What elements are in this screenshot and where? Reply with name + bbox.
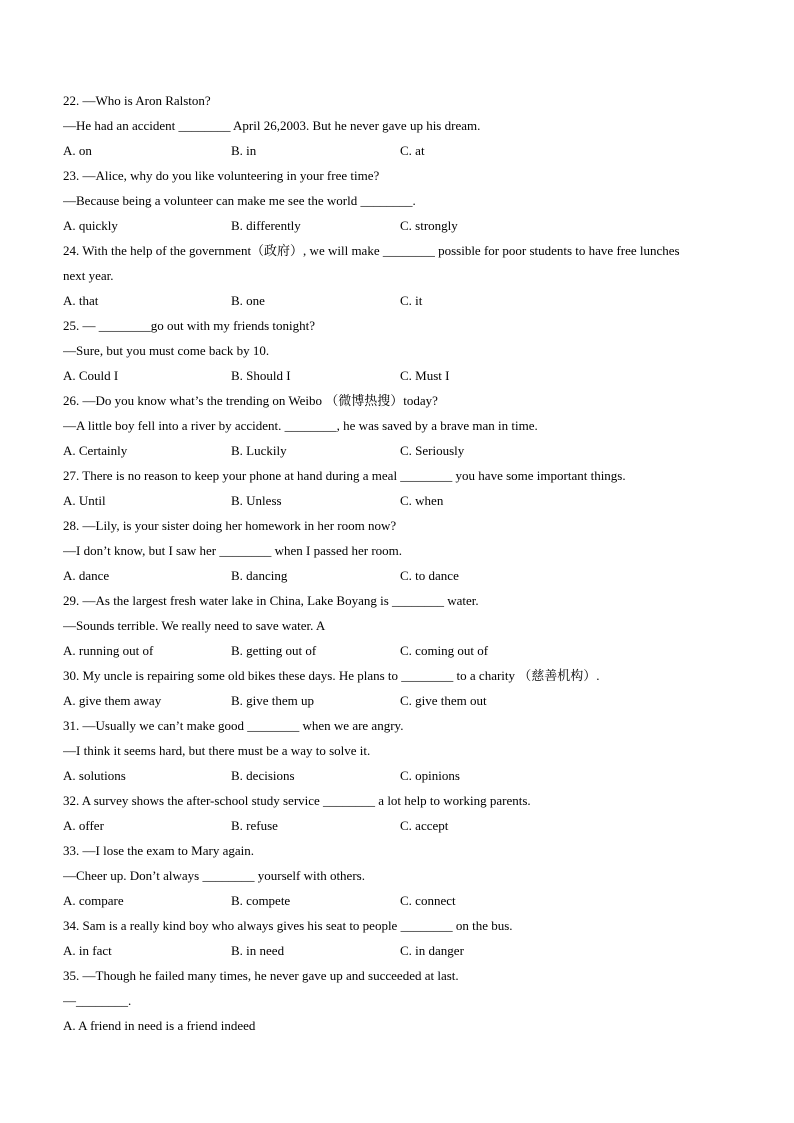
option-a: A. on bbox=[63, 143, 92, 158]
question-block bbox=[63, 238, 743, 313]
option-a: A. dance bbox=[63, 568, 110, 583]
question-stem: 28. —Lily, is your sister doing her homework in her room now? bbox=[63, 518, 397, 533]
option-c: C. at bbox=[400, 143, 425, 158]
question-line: —I don’t know, but I saw her ________ when I passed her room. bbox=[63, 543, 403, 558]
option-a: A. quickly bbox=[63, 218, 118, 233]
answer-options bbox=[63, 213, 743, 238]
question-stem: 33. —I lose the exam to Mary again. bbox=[63, 843, 254, 858]
option-b: B. one bbox=[231, 293, 265, 308]
answer-options bbox=[63, 288, 743, 313]
question-line: —I think it seems hard, but there must be a way to solve it. bbox=[63, 743, 371, 758]
question-stem: 29. —As the largest fresh water lake in China, Lake Boyang is ________ water. bbox=[63, 593, 479, 608]
question-block bbox=[63, 713, 743, 788]
option-b: B. refuse bbox=[231, 818, 278, 833]
option-a: A. A friend in need is a friend indeed bbox=[63, 1018, 256, 1033]
option-b: B. Luckily bbox=[231, 443, 287, 458]
question-line: —A little boy fell into a river by accident. ________, he was saved by a brave man in time. bbox=[63, 418, 538, 433]
question-stem: 30. My uncle is repairing some old bikes these days. He plans to ________ to a charity （慈善机构）. bbox=[63, 668, 600, 683]
question-stem: 23. —Alice, why do you like volunteering in your free time? bbox=[63, 168, 380, 183]
option-b: B. compete bbox=[231, 893, 291, 908]
option-b: B. decisions bbox=[231, 768, 295, 783]
option-c: C. it bbox=[400, 293, 423, 308]
answer-options bbox=[63, 638, 743, 663]
option-b: B. in bbox=[231, 143, 257, 158]
question-block bbox=[63, 463, 743, 513]
option-a: A. in fact bbox=[63, 943, 112, 958]
option-a: A. that bbox=[63, 293, 99, 308]
option-b: B. in need bbox=[231, 943, 285, 958]
option-c: C. strongly bbox=[400, 218, 458, 233]
question-line: next year. bbox=[63, 268, 114, 283]
question-block bbox=[63, 588, 743, 663]
question-block bbox=[63, 163, 743, 238]
answer-options bbox=[63, 563, 743, 588]
option-c: C. connect bbox=[400, 893, 456, 908]
option-c: C. Must I bbox=[400, 368, 450, 383]
question-line: —Sounds terrible. We really need to save water. A bbox=[63, 618, 326, 633]
option-a: A. Until bbox=[63, 493, 106, 508]
question-line: —Cheer up. Don’t always ________ yourself with others. bbox=[63, 868, 365, 883]
question-stem: 31. —Usually we can’t make good ________ when we are angry. bbox=[63, 718, 404, 733]
question-block bbox=[63, 663, 743, 713]
question-block bbox=[63, 513, 743, 588]
option-a: A. give them away bbox=[63, 693, 162, 708]
question-line: —He had an accident ________ April 26,2003. But he never gave up his dream. bbox=[63, 118, 481, 133]
answer-options bbox=[63, 138, 743, 163]
option-c: C. accept bbox=[400, 818, 449, 833]
question-block bbox=[63, 963, 743, 1038]
document-page bbox=[63, 88, 743, 1038]
option-b: B. Should I bbox=[231, 368, 291, 383]
question-block bbox=[63, 388, 743, 463]
question-block bbox=[63, 313, 743, 388]
option-a: A. running out of bbox=[63, 643, 154, 658]
option-b: B. give them up bbox=[231, 693, 315, 708]
answer-options bbox=[63, 938, 743, 963]
option-a: A. solutions bbox=[63, 768, 126, 783]
option-a: A. compare bbox=[63, 893, 124, 908]
option-b: B. dancing bbox=[231, 568, 288, 583]
option-c: C. coming out of bbox=[400, 643, 489, 658]
question-block bbox=[63, 913, 743, 963]
question-stem: 24. With the help of the government（政府）, we will make ________ possible for poor students to have free lunches bbox=[63, 243, 680, 258]
answer-options bbox=[63, 363, 743, 388]
option-c: C. in danger bbox=[400, 943, 464, 958]
question-stem: 27. There is no reason to keep your phone at hand during a meal ________ you have some important things. bbox=[63, 468, 626, 483]
question-stem: 34. Sam is a really kind boy who always gives his seat to people ________ on the bus. bbox=[63, 918, 513, 933]
question-line: —________. bbox=[63, 993, 132, 1008]
answer-options bbox=[63, 1013, 743, 1038]
option-b: B. Unless bbox=[231, 493, 282, 508]
answer-options bbox=[63, 763, 743, 788]
option-b: B. getting out of bbox=[231, 643, 317, 658]
option-c: C. Seriously bbox=[400, 443, 465, 458]
answer-options bbox=[63, 488, 743, 513]
answer-options bbox=[63, 688, 743, 713]
question-block bbox=[63, 838, 743, 913]
question-block bbox=[63, 88, 743, 163]
answer-options bbox=[63, 888, 743, 913]
option-b: B. differently bbox=[231, 218, 301, 233]
question-stem: 26. —Do you know what’s the trending on Weibo （微博热搜）today? bbox=[63, 393, 438, 408]
option-a: A. Could I bbox=[63, 368, 119, 383]
question-block bbox=[63, 788, 743, 838]
option-c: C. when bbox=[400, 493, 444, 508]
question-stem: 32. A survey shows the after-school study service ________ a lot help to working parents. bbox=[63, 793, 531, 808]
question-line: —Sure, but you must come back by 10. bbox=[63, 343, 270, 358]
answer-options bbox=[63, 438, 743, 463]
question-stem: 35. —Though he failed many times, he never gave up and succeeded at last. bbox=[63, 968, 459, 983]
option-a: A. offer bbox=[63, 818, 104, 833]
option-c: C. opinions bbox=[400, 768, 460, 783]
answer-options bbox=[63, 813, 743, 838]
question-stem: 22. —Who is Aron Ralston? bbox=[63, 93, 211, 108]
option-c: C. give them out bbox=[400, 693, 487, 708]
option-c: C. to dance bbox=[400, 568, 459, 583]
question-stem: 25. — ________go out with my friends tonight? bbox=[63, 318, 316, 333]
option-a: A. Certainly bbox=[63, 443, 128, 458]
question-line: —Because being a volunteer can make me see the world ________. bbox=[63, 193, 416, 208]
